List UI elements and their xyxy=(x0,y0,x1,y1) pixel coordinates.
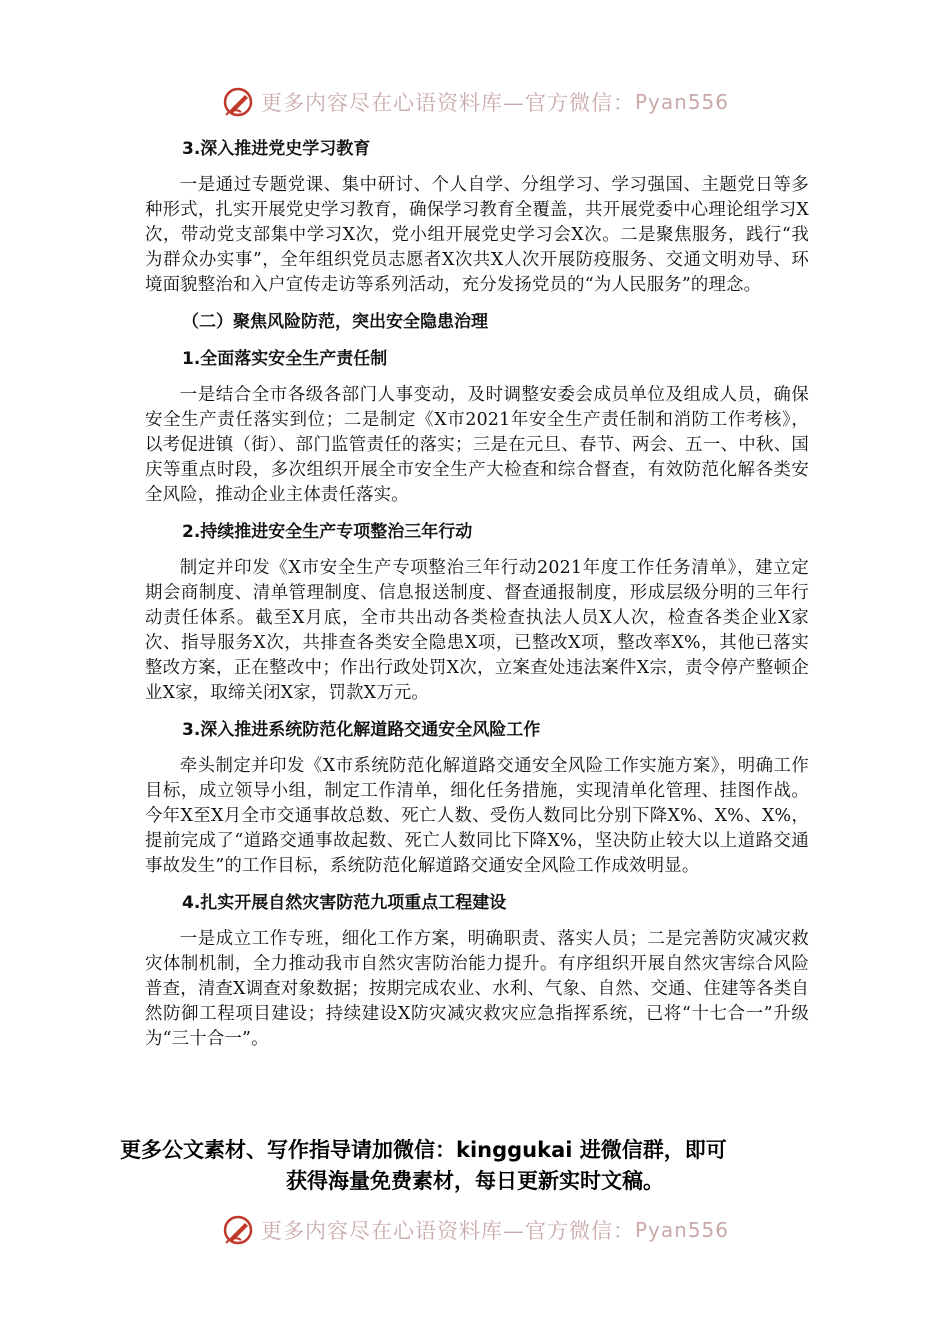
banner-text: 更多内容尽在心语资料库—官方微信： xyxy=(260,91,635,115)
section-heading: 1.全面落实安全生产责任制 xyxy=(182,349,388,369)
section-paragraph: 一是成立工作专班，细化工作方案，明确职责、落实人员；二是完善防灾减灾救灾体制机制，全力推动我市自然灾害防治能力提升。有序组织开展自然灾害综合风险普查，清查X调查对象数据；按期完成农业、水利、气象、自然、交通、住建等各类自然防御工程项目建设；持续建设X防灾减灾救灾应急指挥系统，已将“十七合一”升级为“三十合一”。 xyxy=(145,929,809,1049)
section-paragraph: 一是通过专题党课、集中研讨、个人自学、分组学习、学习强国、主题党日等多种形式，扎实开展党史学习教育，确保学习教育全覆盖，共开展党委中心理论组学习X次，带动党支部集中学习X次，党小组开展党史学习会X次。二是聚焦服务，践行“我为群众办实事”，全年组织党员志愿者X次共X人次开展防疫服务、交通文明劝导、环境面貌整治和入户宣传走访等系列活动，充分发扬党员的“为人民服务”的理念。 xyxy=(145,175,809,295)
section-paragraph: 牵头制定并印发《X市系统防范化解道路交通安全风险工作实施方案》，明确工作目标，成立领导小组，制定工作清单，细化任务措施，实现清单化管理、挂图作战。今年X至X月全市交通事故总数、死亡人数、受伤人数同比分别下降X%、X%、X%，提前完成了“道路交通事故起数、死亡人数同比下降X%，坚决防止较大以上道路交通事故发生”的工作目标，系统防范化解道路交通安全风险工作成效明显。 xyxy=(145,756,809,876)
promo-line-1: 更多公文素材、写作指导请加微信：kinggukai 进微信群，即可 xyxy=(120,1138,727,1162)
section-heading: 2.持续推进安全生产专项整治三年行动 xyxy=(182,522,473,542)
section-heading: 4.扎实开展自然灾害防范九项重点工程建设 xyxy=(182,893,507,913)
footer-banner xyxy=(0,1210,950,1250)
pen-logo-icon xyxy=(221,1213,255,1247)
banner-wechat-id: Pyan556 xyxy=(634,1218,729,1242)
header-banner xyxy=(0,82,950,122)
part-heading: （二）聚焦风险防范，突出安全隐患治理 xyxy=(182,312,488,332)
banner-wechat-id: Pyan556 xyxy=(634,90,729,114)
promo-text xyxy=(120,1135,830,1197)
section-heading: 3.深入推进系统防范化解道路交通安全风险工作 xyxy=(182,720,541,740)
promo-line-2: 获得海量免费素材，每日更新实时文稿。 xyxy=(286,1169,664,1193)
document-body xyxy=(145,137,809,1052)
section-paragraph: 一是结合全市各级各部门人事变动，及时调整安委会成员单位及组成人员，确保安全生产责任落实到位；二是制定《X市2021年安全生产责任制和消防工作考核》，以考促进镇（街）、部门监管责任的落实；三是在元旦、春节、两会、五一、中秋、国庆等重点时段，多次组织开展全市安全生产大检查和综合督查，有效防范化解各类安全风险，推动企业主体责任落实。 xyxy=(145,385,809,505)
section-heading: 3.深入推进党史学习教育 xyxy=(182,139,371,159)
section-paragraph: 制定并印发《X市安全生产专项整治三年行动2021年度工作任务清单》，建立定期会商制度、清单管理制度、信息报送制度、督查通报制度，形成层级分明的三年行动责任体系。截至X月底，全市共出动各类检查执法人员X人次，检查各类企业X家次、指导服务X次，共排查各类安全隐患X项，已整改X项，整改率X%，其他已落实整改方案，正在整改中；作出行政处罚X次，立案查处违法案件X宗，责令停产整顿企业X家，取缔关闭X家，罚款X万元。 xyxy=(145,558,809,703)
banner-text: 更多内容尽在心语资料库—官方微信： xyxy=(260,1219,635,1243)
pen-logo-icon xyxy=(221,85,255,119)
